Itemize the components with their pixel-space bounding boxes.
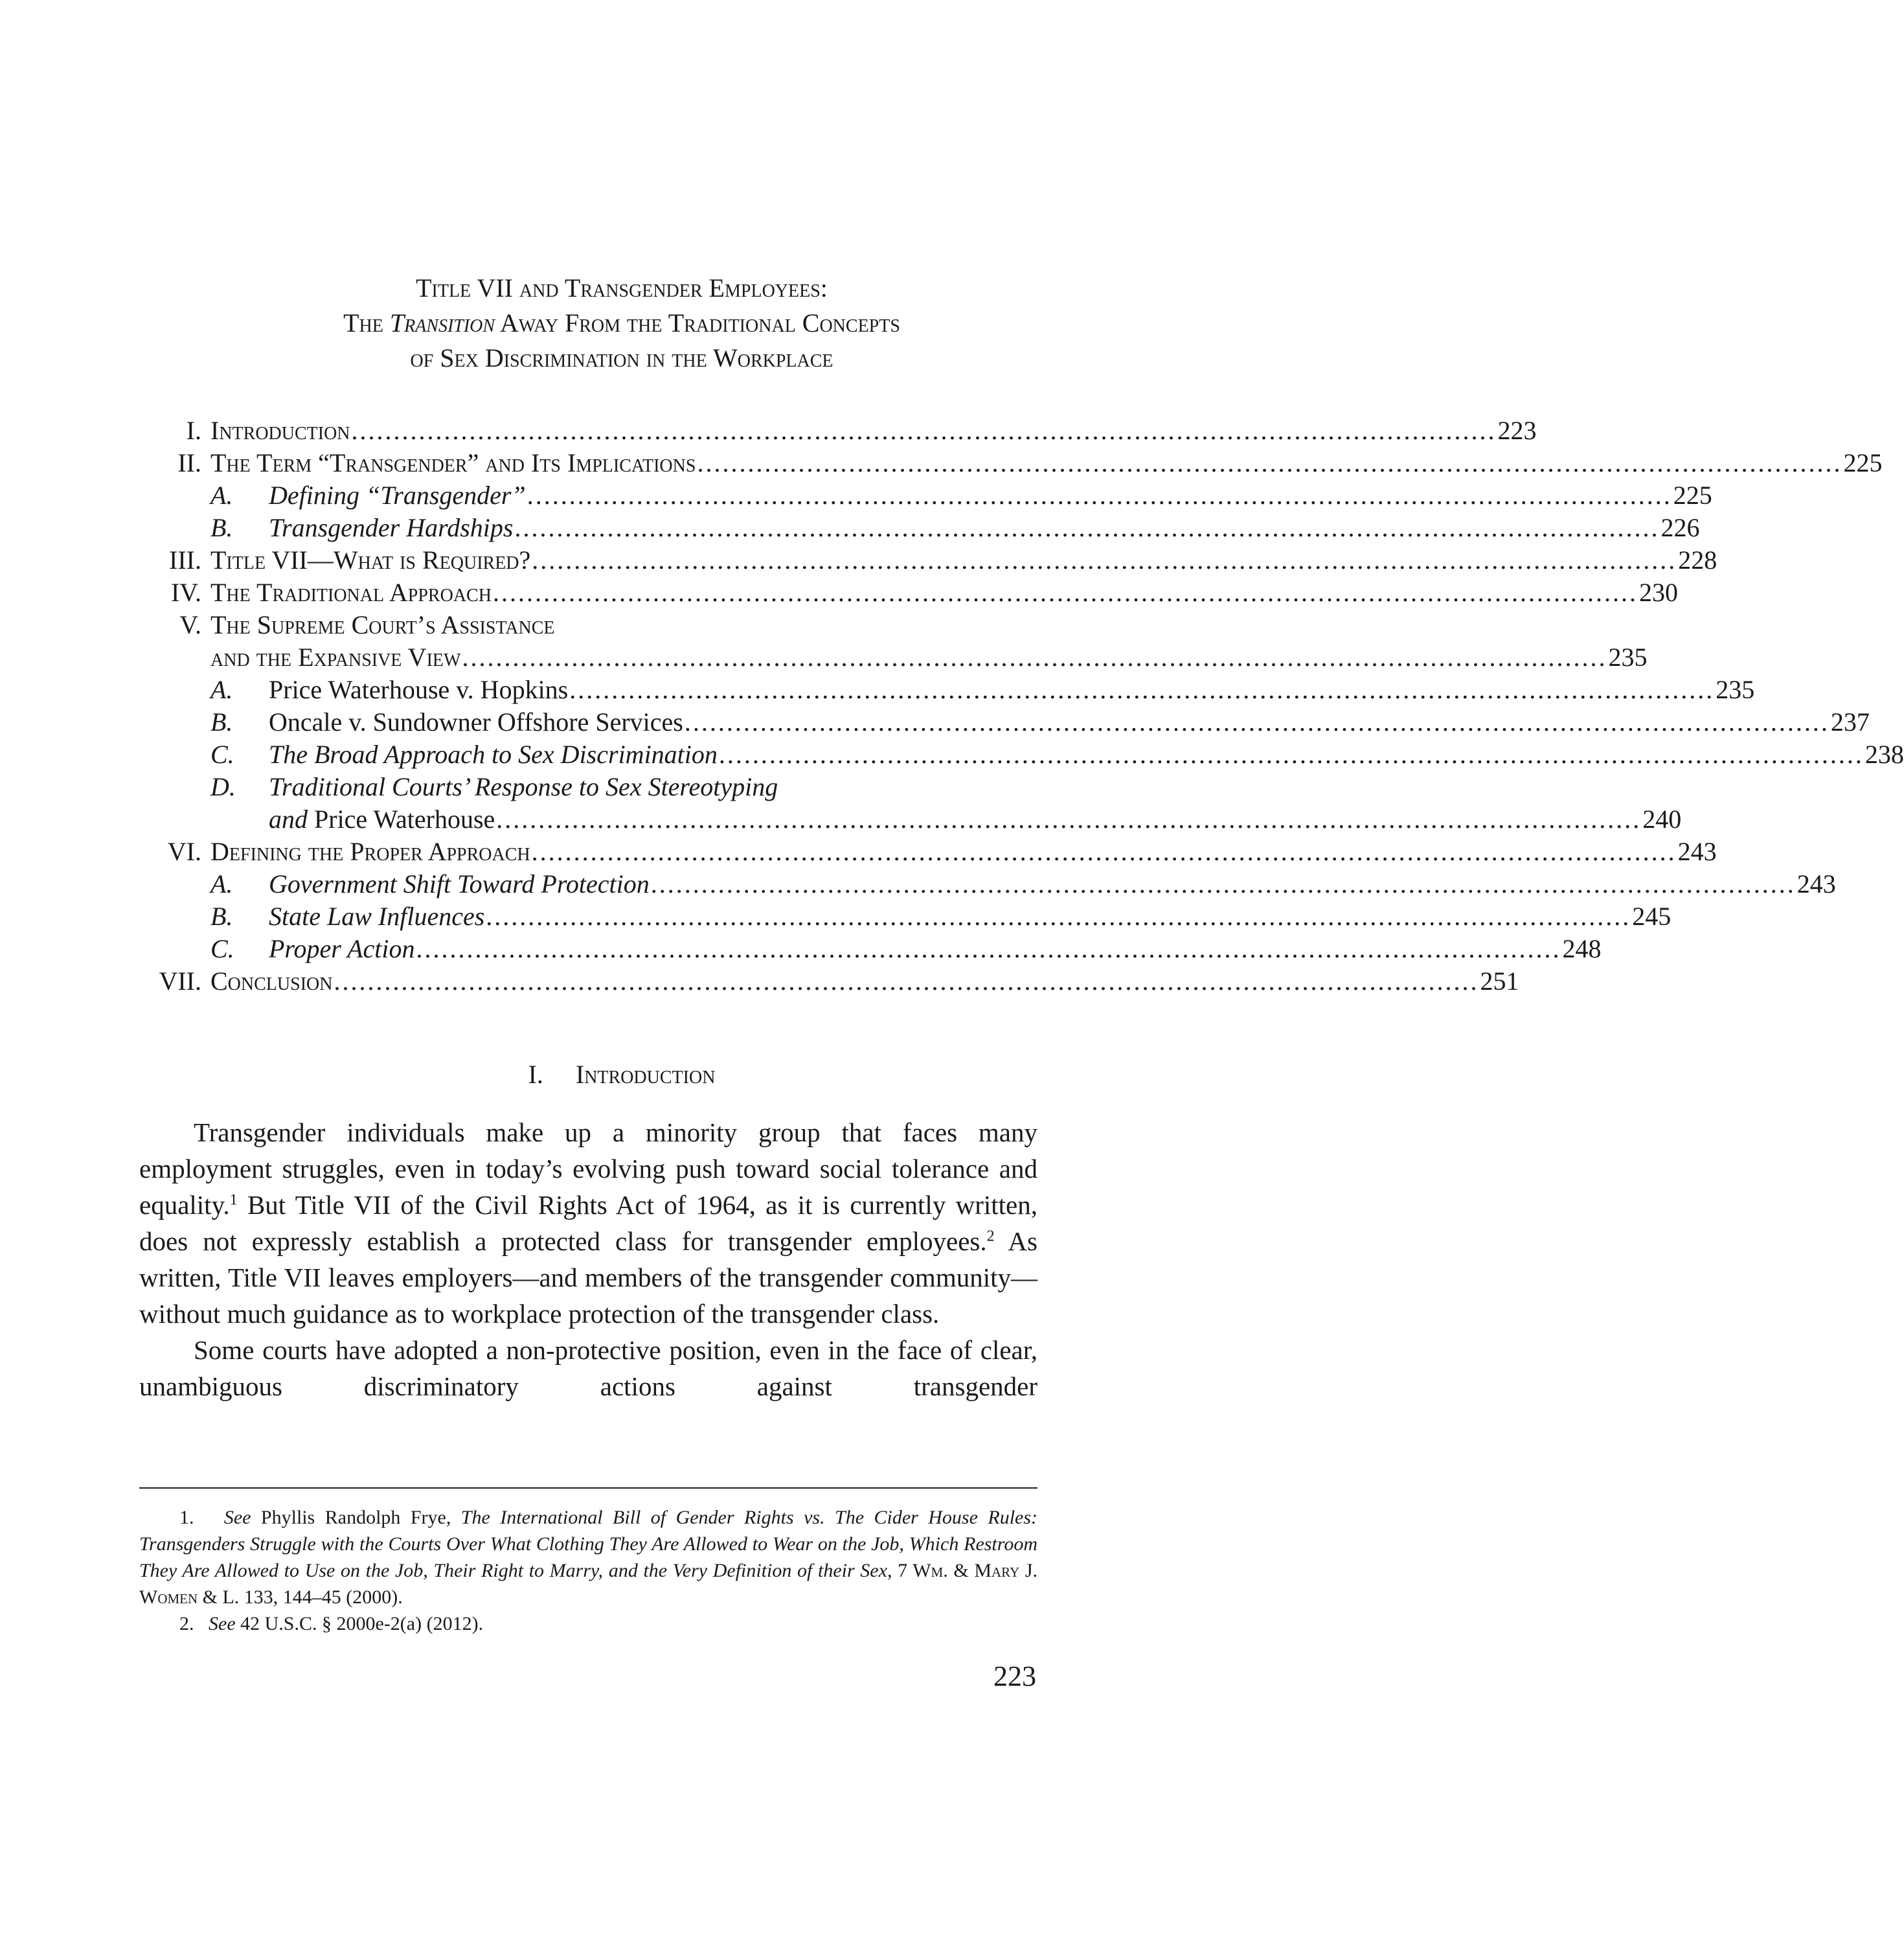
toc-text-line-2-rest: Price Waterhouse <box>308 805 495 834</box>
toc-entry[interactable] <box>210 868 1836 900</box>
toc-letter: B. <box>210 902 233 931</box>
toc-num: V. <box>179 610 201 639</box>
footnote-1-title: The International Bill of Gender Rights vs. The Cider House Rules: Transgenders Struggle with the Courts Over What Clothing They Are Allowed to Wear on the Job, Which Restroom They Are Allowed to Use on the Job, Their Right to Marry, and the Very Definition of their Sex <box>139 1507 1038 1581</box>
toc-entry[interactable] <box>179 609 1648 674</box>
toc-letter: C. <box>210 740 234 769</box>
toc-num: IV. <box>170 578 201 607</box>
toc-leader: ........................................................................................................................................ <box>514 513 1660 542</box>
toc-entry[interactable] <box>170 577 1678 609</box>
body-text <box>139 1114 1037 1404</box>
footnote-2-number: 2. <box>179 1613 194 1634</box>
toc-leader: ........................................................................................................................................ <box>532 545 1677 575</box>
toc-leader: ........................................................................................................................................ <box>492 578 1638 607</box>
footnote-1-citation: , 7 Wm. & Mary J. Women & L. 133, 144–45 (2000). <box>139 1560 1037 1608</box>
toc-text: The Broad Approach to Sex Discrimination <box>269 740 718 769</box>
toc-letter: A. <box>210 869 233 898</box>
footnote-2-citation: 42 U.S.C. § 2000e-2(a) (2012). <box>235 1613 484 1634</box>
toc-num: III. <box>169 545 201 575</box>
toc-entry[interactable] <box>210 479 1712 512</box>
toc-text: Price Waterhouse v. Hopkins <box>269 675 569 704</box>
toc-letter: D. <box>210 772 236 801</box>
toc-leader: ........................................................................................................................................ <box>334 966 1479 996</box>
toc-num: I. <box>186 416 201 445</box>
footnote-1-signal: See <box>223 1507 251 1528</box>
toc-leader: ........................................................................................................................................ <box>569 675 1715 704</box>
toc-page: 238 <box>1864 740 1904 769</box>
footnote-2 <box>139 1610 1037 1637</box>
toc-page: 251 <box>1480 966 1519 996</box>
toc-text: Transgender Hardships <box>269 513 514 542</box>
section-title: Introduction <box>575 1060 716 1089</box>
footnote-ref-1[interactable]: 1 <box>229 1191 238 1209</box>
toc-entry[interactable] <box>210 933 1602 965</box>
footnote-1-author: Phyllis Randolph Frye, <box>251 1507 461 1528</box>
toc-entry[interactable] <box>210 706 1870 738</box>
body-paragraph-1-part-a: Transgender individuals make up a minority group that faces many employment struggles, even in today’s evolving push toward social tolerance and equality. <box>139 1117 1037 1220</box>
toc-page: 225 <box>1843 448 1883 477</box>
toc-leader: ........................................................................................................................................ <box>351 416 1497 445</box>
toc-text-line-2: and the Expansive View <box>210 643 461 672</box>
toc-entry[interactable] <box>169 544 1717 577</box>
toc-page: 237 <box>1830 707 1870 737</box>
toc-letter: B. <box>210 513 233 542</box>
toc-text: State Law Influences <box>269 902 485 931</box>
toc-text: The Traditional Approach <box>210 578 492 607</box>
toc-page: 248 <box>1562 934 1602 963</box>
toc-entry[interactable] <box>210 771 1682 836</box>
toc-page: 223 <box>1497 416 1537 445</box>
body-paragraph-1-part-c: As written, Title VII leaves employers—and members of the transgender community—without much guidance as to workplace protection of the transgender class. <box>139 1226 1037 1329</box>
toc-leader: ........................................................................................................................................ <box>462 643 1607 672</box>
toc-text-line-1-content: Traditional Courts’ Response to Sex Stereotyping <box>269 772 778 801</box>
toc-leader: ........................................................................................................................................ <box>416 934 1561 963</box>
footnote-divider <box>139 1487 1037 1489</box>
toc-page: 226 <box>1660 513 1700 542</box>
toc-text: Conclusion <box>210 966 333 996</box>
toc-page: 243 <box>1796 869 1836 898</box>
body-paragraph-2: Some courts have adopted a non-protective position, even in the face of clear, unambiguous discriminatory actions against transgender <box>139 1335 1037 1401</box>
toc-text: Government Shift Toward Protection <box>269 869 650 898</box>
toc-text: Defining the Proper Approach <box>210 837 530 866</box>
toc-leader: ........................................................................................................................................ <box>531 837 1677 866</box>
toc-leader: ........................................................................................................................................ <box>527 481 1672 510</box>
footnote-1-number: 1. <box>179 1507 194 1528</box>
footnote-1 <box>139 1504 1037 1610</box>
toc-leader: ........................................................................................................................................ <box>718 740 1864 769</box>
toc-page: 235 <box>1608 643 1648 672</box>
toc-entry[interactable] <box>186 415 1537 447</box>
toc-entry[interactable] <box>210 900 1672 933</box>
toc-leader: ........................................................................................................................................ <box>496 805 1642 834</box>
title-line-1: Title VII and Transgender Employees: <box>416 273 828 303</box>
toc-leader: ........................................................................................................................................ <box>697 448 1842 477</box>
footnote-2-signal: See <box>209 1613 236 1634</box>
title-line-3: of Sex Discrimination in the Workplace <box>410 343 833 372</box>
toc-page: 245 <box>1632 902 1672 931</box>
section-heading <box>0 1059 1243 1090</box>
toc-leader: ........................................................................................................................................ <box>650 869 1796 898</box>
article-title <box>0 271 1243 376</box>
toc-entry[interactable] <box>177 447 1883 479</box>
toc-entry[interactable] <box>210 512 1700 544</box>
toc-entry[interactable] <box>159 965 1519 998</box>
toc-letter: B. <box>210 707 233 737</box>
toc-num: VII. <box>159 966 201 996</box>
toc-text: Title VII—What is Required? <box>210 545 531 575</box>
toc-text: Introduction <box>210 416 350 445</box>
toc-entry[interactable] <box>167 836 1717 868</box>
toc-letter: A. <box>210 481 233 510</box>
body-paragraph-1 <box>139 1114 1037 1332</box>
toc-text: Proper Action <box>269 934 415 963</box>
page-number: 223 <box>993 1660 1036 1692</box>
title-line-2-post: Away From the Traditional Concepts <box>495 308 900 337</box>
toc-num: VI. <box>167 837 201 866</box>
toc-text-line-2 <box>269 803 495 836</box>
title-line-2-em: Transition <box>389 308 495 337</box>
body-paragraph-1-part-b: But Title VII of the Civil Rights Act of 1964, as it is currently written, does not expressly establish a protected class for transgender employees. <box>139 1190 1037 1256</box>
footnotes <box>139 1504 1037 1637</box>
toc-text-line-1 <box>210 771 1036 803</box>
toc-text-line-2-em: and <box>269 805 308 834</box>
toc-text-line-1: The Supreme Court’s Assistance <box>210 610 555 639</box>
toc-leader: ........................................................................................................................................ <box>684 707 1830 737</box>
toc-entry[interactable] <box>210 738 1904 771</box>
toc-text: Defining “Transgender” <box>269 481 526 510</box>
toc-page: 235 <box>1716 675 1755 704</box>
toc-num: II. <box>177 448 201 477</box>
toc-entry[interactable] <box>210 674 1755 706</box>
toc-page: 225 <box>1673 481 1712 510</box>
toc-text: The Term “Transgender” and Its Implications <box>210 448 696 477</box>
toc-page: 243 <box>1677 837 1717 866</box>
section-number: I. <box>528 1060 543 1089</box>
title-line-2-pre: The <box>343 308 390 337</box>
toc-page: 230 <box>1638 578 1678 607</box>
toc-letter: A. <box>210 675 233 704</box>
toc-leader: ........................................................................................................................................ <box>486 902 1631 931</box>
toc-text: Oncale v. Sundowner Offshore Services <box>269 707 683 737</box>
footnote-ref-2[interactable]: 2 <box>986 1228 995 1245</box>
toc-letter: C. <box>210 934 234 963</box>
toc-page: 240 <box>1642 805 1682 834</box>
table-of-contents <box>159 415 1904 998</box>
toc-page: 228 <box>1678 545 1717 575</box>
title-line-2 <box>0 306 1243 341</box>
